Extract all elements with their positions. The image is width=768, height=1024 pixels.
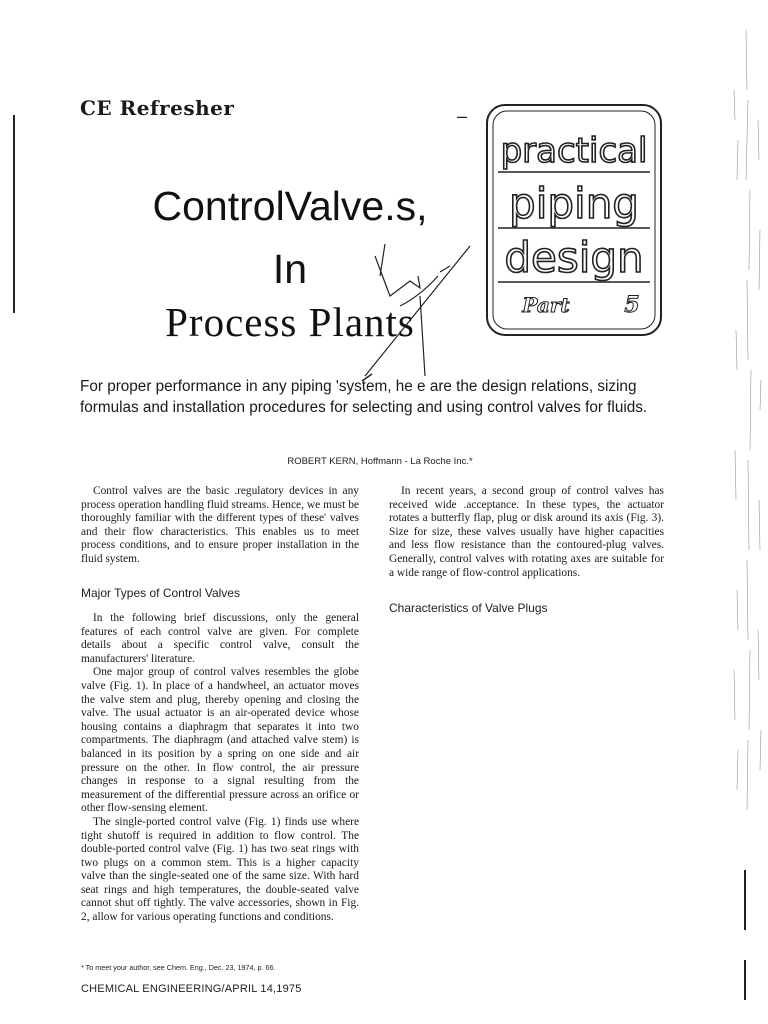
article-deck: For proper performance in any piping 'system, he e are the design relations, sizing formulas and installation procedures for selecting and using control valves for fluids. xyxy=(80,378,648,416)
left-column-body xyxy=(81,612,359,925)
body-paragraph: In recent years, a second group of control valves has received wide .acceptance. In these types, the actuator rotates a butterfly flap, plug or disk around its axis (Fig. 3). Size for size, these valves usually have higher capacities and less flow resistance than the contoured-plug valves. Generally, control valves with rotating axes are suitable for a wide range of flow-control applications. xyxy=(389,485,664,579)
subhead-major-types: Major Types of Control Valves xyxy=(81,586,240,600)
header-dash: – xyxy=(457,106,468,126)
article-title-line-3: Process Plants xyxy=(165,299,415,345)
body-paragraph: The single-ported control valve (Fig. 1) finds use where tight shutoff is required in addition to flow control. The double-ported control valve (Fig. 1) has two seat rings with two plugs on a common stem. This is a higher capacity valve than the single-seated one of the same size. With hard seat rings and high temperatures, the double-seated valve cannot shut off tightly. The valve accessories, shown in Fig. 2, allow for various operating functions and conditions. xyxy=(81,815,359,924)
body-paragraph: In the following brief discussions, only the general features of each control valve are given. For complete details about a specific control valve, consult the manufacturers' literature. xyxy=(81,612,359,665)
handwritten-annotation-scribble xyxy=(360,236,480,386)
author-byline: ROBERT KERN, Hoffmann - La Roche Inc.* xyxy=(287,456,473,467)
series-logo xyxy=(484,102,664,338)
page-footer: CHEMICAL ENGINEERING/APRIL 14,1975 xyxy=(81,983,302,995)
logo-word-design: design xyxy=(504,233,644,282)
article-title-line-2: In xyxy=(272,246,308,292)
right-column-body xyxy=(389,485,664,580)
left-column-intro xyxy=(81,485,359,567)
intro-paragraph: Control valves are the basic .regulatory devices in any process operation handling fluid streams. Hence, we must be thoroughly familiar with the different types of these' valves and their flow characteristics. This enables us to meet process conditions, and to ensure proper installation in the fluid system. xyxy=(81,485,359,565)
section-kicker: CE Refresher xyxy=(80,96,235,120)
logo-word-practical: practical xyxy=(500,131,648,171)
author-footnote: * To meet your author, see Chem. Eng., Dec. 23, 1974, p. 66. xyxy=(81,963,276,972)
subhead-valve-plugs: Characteristics of Valve Plugs xyxy=(389,601,548,615)
scan-edge-rule xyxy=(13,115,15,313)
logo-part-label: Part xyxy=(522,293,570,317)
scan-edge-artifact xyxy=(728,30,768,1000)
logo-word-piping: piping xyxy=(509,179,639,228)
article-title-line-1: ControlValve.s, xyxy=(152,183,428,229)
logo-part-number: 5 xyxy=(624,292,640,318)
body-paragraph: One major group of control valves resembles the globe valve (Fig. 1). In place of a handwheel, an actuator moves the valve stem and plug, thereby opening and closing the valve. The usual actuator is an air-operated device whose housing contains a diaphragm that separates it into two compartments. The diaphragm (and attached valve stem) is balanced in its position by a spring on one side and air pressure on the other. In flow control, the air pressure changes in response to a signal resulting from the measurement of the differential pressure across an orifice or other flow-sensing element. xyxy=(81,666,359,815)
